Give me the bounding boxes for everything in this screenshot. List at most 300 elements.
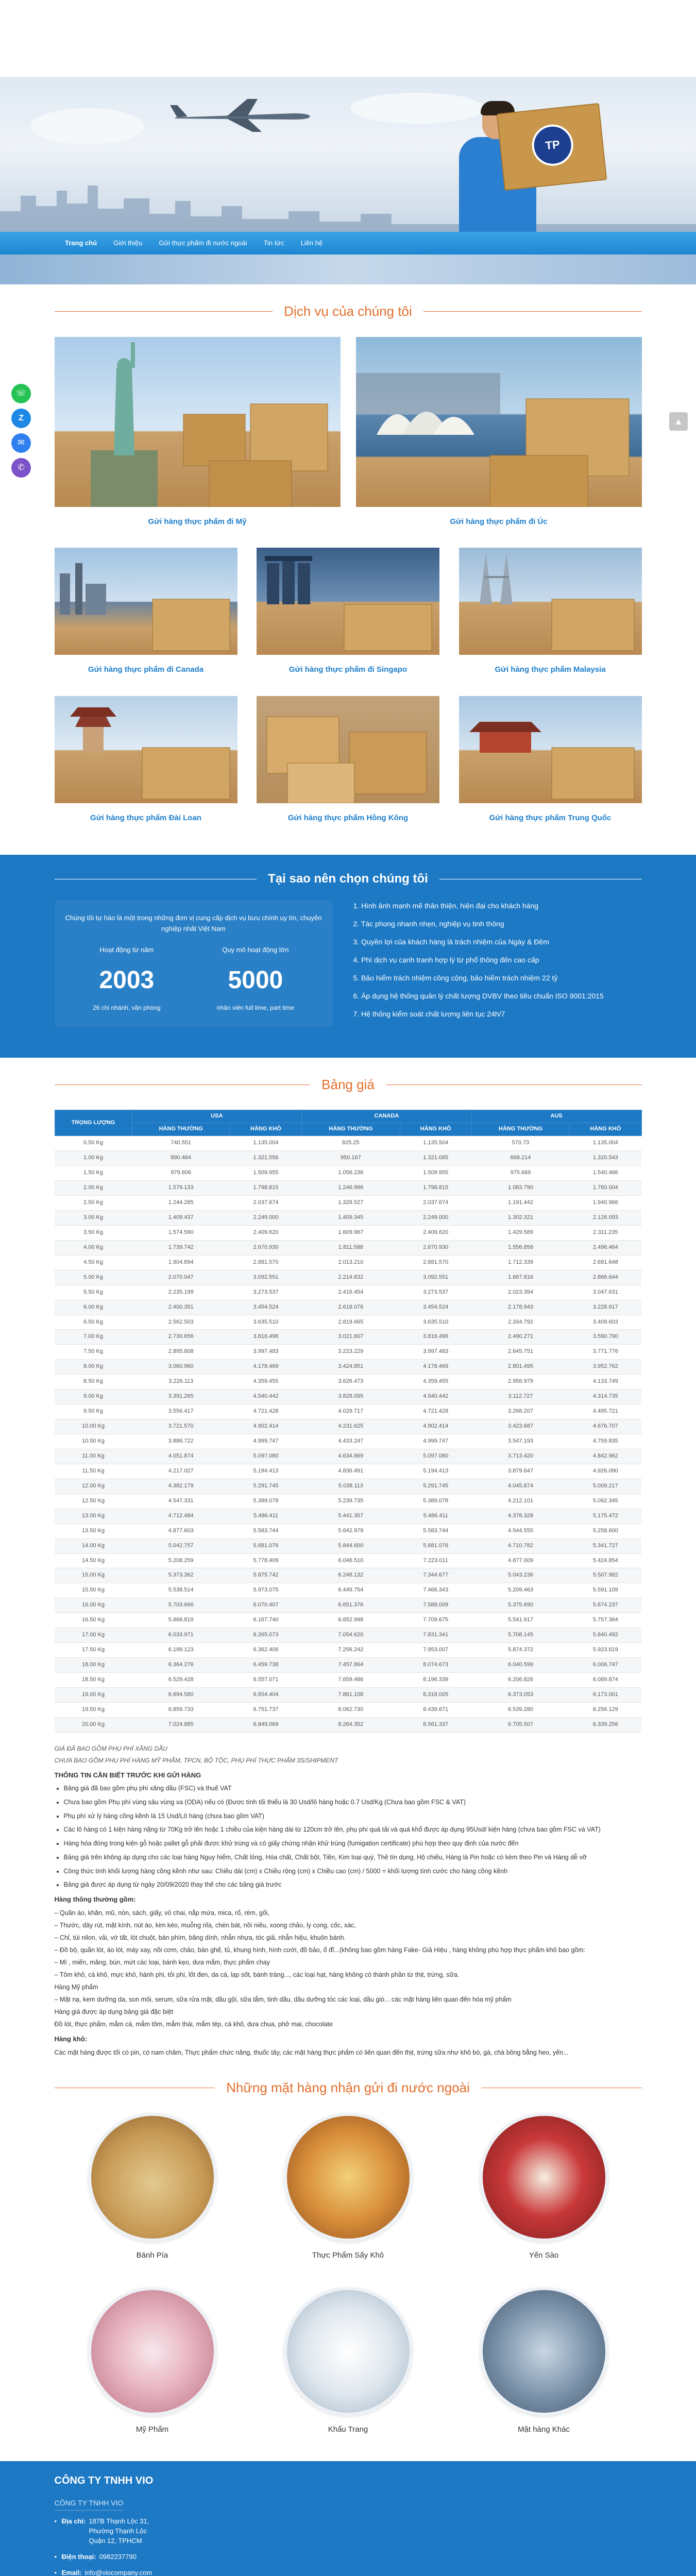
price-value-cell: 4.178.469 [400, 1360, 471, 1375]
normal-goods-line: – Quần áo, khăn, mũ, nón, sách, giấy, vỏ chai, nắp mứa, mica, rổ, rèm, gối, [54, 1909, 269, 1917]
product-bird-nest[interactable] [472, 2113, 616, 2261]
nav-item-home[interactable]: Trang chủ [65, 239, 97, 247]
price-value-cell: 6.859.733 [132, 1702, 230, 1717]
price-value-cell: 3.391.265 [132, 1389, 230, 1404]
price-value-cell: 6.751.737 [230, 1702, 301, 1717]
price-value-cell: 5.681.076 [230, 1538, 301, 1553]
price-value-cell: 4.759.835 [570, 1434, 641, 1449]
product-face-mask[interactable] [276, 2287, 420, 2435]
price-value-cell: 4.836.491 [302, 1464, 400, 1479]
region-header-usa: USA [132, 1110, 302, 1123]
price-value-cell: 7.953.007 [400, 1643, 471, 1658]
price-value-cell: 3.816.496 [400, 1330, 471, 1345]
service-card-hongkong[interactable] [257, 696, 439, 824]
product-dried-food[interactable] [276, 2113, 420, 2261]
normal-goods-line: – Tôm khô, cá khô, mực khô, hành phi, tỏi phi, lốt đen, da cá, lạp sốt, bánh tráng..., các loại hạt, hàng không có thành phần từ thịt, trứng, sữa. [54, 1971, 460, 1978]
price-value-cell: 3.886.722 [132, 1434, 230, 1449]
price-value-cell: 3.828.095 [302, 1389, 400, 1404]
price-value-cell: 8.439.671 [400, 1702, 471, 1717]
bullet-icon: • [54, 2568, 57, 2576]
scroll-top-button[interactable] [669, 412, 688, 431]
messenger-icon[interactable]: ✉ [11, 433, 31, 453]
price-value-cell: 6.167.740 [230, 1613, 301, 1628]
price-value-cell: 4.217.027 [132, 1464, 230, 1479]
price-value-cell: 5.840.492 [570, 1628, 641, 1643]
price-value-cell: 1.574.590 [132, 1225, 230, 1240]
price-weight-cell: 18.00 Kg [55, 1658, 132, 1673]
price-value-cell: 5.923.619 [570, 1643, 641, 1658]
note-item: • Bảng giá được áp dụng từ ngày 20/09/2020 thay thế cho các bảng giá trước [64, 1880, 642, 1890]
price-row [55, 1419, 641, 1434]
price-value-cell: 5.583.744 [400, 1523, 471, 1538]
canada-image [55, 548, 237, 655]
price-row [55, 1553, 641, 1568]
stat-caption: Quy mô hoạt động lớn [222, 946, 289, 954]
price-value-cell: 1.321.556 [230, 1151, 301, 1166]
service-card-malaysia[interactable] [459, 548, 642, 675]
price-value-cell: 8.196.339 [400, 1673, 471, 1688]
price-value-cell: 4.045.874 [471, 1479, 569, 1494]
price-value-cell: 4.029.717 [302, 1404, 400, 1419]
price-row [55, 1702, 641, 1717]
price-value-cell: 4.902.414 [400, 1419, 471, 1434]
price-value-cell: 3.771.776 [570, 1345, 641, 1360]
price-value-cell: 4.999.747 [400, 1434, 471, 1449]
price-value-cell: 1.246.996 [302, 1181, 400, 1196]
price-value-cell: 4.710.782 [471, 1538, 569, 1553]
price-weight-cell: 6.00 Kg [55, 1300, 132, 1315]
normal-goods-line: – Chỉ, túi nilon, vải, vớ tất, lót chuột, bàn phím, băng dính, nhẫn nhựa, tóc giả, nhẫn hiệu, khuôn bánh. [54, 1934, 346, 1941]
price-value-cell: 6.364.276 [132, 1658, 230, 1673]
price-value-cell: 3.060.960 [132, 1360, 230, 1375]
why-stats-panel [55, 901, 333, 1027]
price-row [55, 1494, 641, 1509]
airplane-illustration [170, 98, 314, 134]
price-value-cell: 2.178.943 [471, 1300, 569, 1315]
price-value-cell: 4.212.101 [471, 1494, 569, 1509]
price-value-cell: 5.092.345 [570, 1494, 641, 1509]
reason-item: 4. Phí dịch vụ cạnh tranh hợp lý từ phổ thông đến cao cấp [353, 955, 539, 964]
price-value-cell: 3.454.524 [400, 1300, 471, 1315]
price-value-cell: 2.249.000 [400, 1210, 471, 1225]
service-label[interactable]: Gửi hàng thực phẩm Malaysia [495, 665, 606, 674]
why-choose-us-section [0, 855, 696, 1058]
price-weight-cell: 17.00 Kg [55, 1628, 132, 1643]
price-value-cell: 7.588.009 [400, 1598, 471, 1613]
price-value-cell: 1.135.004 [230, 1136, 301, 1151]
price-value-cell: 3.273.537 [400, 1285, 471, 1300]
footer-phone [55, 2552, 642, 2562]
price-value-cell: 2.881.570 [400, 1255, 471, 1270]
price-value-cell: 2.730.656 [132, 1330, 230, 1345]
price-weight-cell: 15.50 Kg [55, 1583, 132, 1598]
price-value-cell: 6.705.507 [471, 1717, 569, 1732]
price-title: Bảng giá [321, 1076, 375, 1092]
price-value-cell: 7.054.620 [302, 1628, 400, 1643]
price-value-cell: 5.009.217 [570, 1479, 641, 1494]
phone-icon[interactable]: ☏ [11, 384, 31, 403]
price-value-cell: 5.708.145 [471, 1628, 569, 1643]
price-value-cell: 3.626.473 [302, 1375, 400, 1389]
price-value-cell: 3.454.524 [230, 1300, 301, 1315]
price-row [55, 1300, 641, 1315]
nav-item-news[interactable]: Tin tức [263, 239, 284, 247]
price-value-cell: 7.024.885 [132, 1717, 230, 1732]
price-weight-cell: 2.00 Kg [55, 1181, 132, 1196]
region-header-canada: CANADA [302, 1110, 472, 1123]
price-value-cell: 5.868.819 [132, 1613, 230, 1628]
price-value-cell: 4.877.603 [132, 1523, 230, 1538]
price-value-cell: 2.070.047 [132, 1270, 230, 1285]
stat-value: 5000 [228, 967, 283, 994]
sub-header-regular: HÀNG THƯỜNG [302, 1123, 400, 1136]
singapore-image [257, 548, 439, 655]
product-name[interactable]: Mỹ Phẩm [135, 2425, 169, 2434]
price-value-cell: 2.618.076 [302, 1300, 400, 1315]
product-name[interactable]: Yến Sào [529, 2251, 559, 2260]
price-value-cell: 2.801.495 [471, 1360, 569, 1375]
normal-goods-line: – Đồ bộ, quần lót, áo lót, máy xay, nồi cơm, chảo, bàn ghế, tủ, khung hình, hình cưới, đồ bảo, ổ đĩ...(không bao gồm hàng Fake- Giả Hiệu , hàng không phù hợp thực phẩm khô bao gồm: [54, 1946, 586, 1954]
price-weight-cell: 16.00 Kg [55, 1598, 132, 1613]
note-surcharge: CHƯA BAO GỒM PHỤ PHÍ HÀNG MỸ PHẨM, TPCN, BỘ TỘC, PHỤ PHÍ THỰC PHẨM 3S/SHIPMENT [54, 1756, 338, 1764]
dry-goods-text: Các mặt hàng được tối có pin, có nam châm, Thực phẩm chức năng, thuốc tây, các mặt hàng thực phẩm có liên quan đến thịt, trứng sữa như khô bò, gà, chà bông bằng heo, yến... [54, 2048, 569, 2056]
price-weight-cell: 17.50 Kg [55, 1643, 132, 1658]
normal-goods-line: Hàng giá được áp dụng bảng giá đặc biệt [54, 2008, 174, 2015]
price-value-cell: 5.194.413 [230, 1464, 301, 1479]
service-label[interactable]: Gửi hàng thực phẩm đi Úc [450, 517, 548, 526]
service-card-australia[interactable] [356, 337, 642, 528]
shipping-notes [55, 1744, 642, 2058]
price-value-cell: 6.654.404 [230, 1687, 301, 1702]
price-value-cell: 4.999.747 [230, 1434, 301, 1449]
service-label[interactable]: Gửi hàng thực phẩm đi Mỹ [148, 517, 247, 526]
stat-caption: Hoạt động từ năm [99, 946, 154, 954]
price-weight-cell: 13.00 Kg [55, 1509, 132, 1523]
price-value-cell: 4.902.414 [230, 1419, 301, 1434]
service-label[interactable]: Gửi hàng thực phẩm Trung Quốc [489, 814, 612, 823]
price-row [55, 1166, 641, 1181]
products-title: Những mặt hàng nhận gửi đi nước ngoài [226, 2079, 470, 2095]
price-row [55, 1464, 641, 1479]
price-row [55, 1151, 641, 1166]
price-value-cell: 7.831.341 [400, 1628, 471, 1643]
price-value-cell: 5.703.666 [132, 1598, 230, 1613]
price-weight-cell: 4.00 Kg [55, 1240, 132, 1255]
price-value-cell: 2.881.570 [230, 1255, 301, 1270]
price-value-cell: 1.244.285 [132, 1196, 230, 1211]
price-row [55, 1658, 641, 1673]
price-value-cell: 6.265.073 [230, 1628, 301, 1643]
viber-icon[interactable]: ✆ [11, 458, 31, 478]
product-name[interactable]: Thực Phẩm Sấy Khô [312, 2251, 384, 2260]
price-weight-cell: 5.50 Kg [55, 1285, 132, 1300]
service-label[interactable]: Gửi hàng thực phẩm đi Canada [88, 665, 204, 674]
footer-phone-label: Điện thoại: [61, 2552, 96, 2561]
hongkong-image [257, 696, 439, 803]
price-row [55, 1479, 641, 1494]
price-value-cell: 1.940.966 [570, 1196, 641, 1211]
price-row [55, 1375, 641, 1389]
normal-goods-line: Đồ lót, thực phẩm, mắm cá, mắm tôm, mắm thái, mắm tép, cá khô, dưa chua, phở mai, chocolate [54, 2020, 333, 2028]
price-value-cell: 6.089.874 [570, 1673, 641, 1688]
price-row [55, 1270, 641, 1285]
price-row [55, 1434, 641, 1449]
price-row [55, 1225, 641, 1240]
region-header-aus: AUS [471, 1110, 641, 1123]
notes-heading: THÔNG TIN CẦN BIẾT TRƯỚC KHI GỬI HÀNG [54, 1771, 201, 1780]
price-value-cell: 6.373.053 [471, 1687, 569, 1702]
nav-item-about[interactable]: Giới thiệu [113, 239, 143, 247]
price-value-cell: 3.226.113 [132, 1375, 230, 1389]
price-weight-cell: 19.50 Kg [55, 1702, 132, 1717]
price-value-cell: 3.021.607 [302, 1330, 400, 1345]
chevron-up-icon: ▲ [674, 416, 683, 427]
price-weight-cell: 18.50 Kg [55, 1673, 132, 1688]
reason-item: 3. Quyền lợi của khách hàng là trách nhiệm của Ngày & Đêm [353, 937, 549, 946]
price-row [55, 1389, 641, 1404]
price-value-cell: 2.645.751 [471, 1345, 569, 1360]
services-title: Dịch vụ của chúng tôi [284, 303, 412, 319]
service-card-singapore[interactable] [257, 548, 439, 675]
stat-years [93, 945, 160, 1012]
price-value-cell: 8.074.673 [400, 1658, 471, 1673]
service-label[interactable]: Gửi hàng thực phẩm đi Singapo [288, 665, 408, 674]
price-value-cell: 4.540.442 [400, 1389, 471, 1404]
price-value-cell: 2.023.394 [471, 1285, 569, 1300]
price-value-cell: 7.457.864 [302, 1658, 400, 1673]
price-value-cell: 3.409.603 [570, 1315, 641, 1330]
price-value-cell: 6.651.376 [302, 1598, 400, 1613]
product-name[interactable]: Bánh Pía [136, 2251, 168, 2260]
price-value-cell: 5.291.745 [400, 1479, 471, 1494]
price-row [55, 1345, 641, 1360]
price-value-cell: 5.042.757 [132, 1538, 230, 1553]
product-name[interactable]: Khẩu Trang [328, 2425, 368, 2434]
price-value-cell: 1.191.442 [471, 1196, 569, 1211]
price-value-cell: 668.214 [471, 1151, 569, 1166]
price-value-cell: 7.709.675 [400, 1613, 471, 1628]
price-value-cell: 6.070.407 [230, 1598, 301, 1613]
footer [0, 2461, 696, 2576]
hero-banner [0, 77, 696, 232]
price-value-cell: 4.877.009 [471, 1553, 569, 1568]
price-weight-cell: 11.50 Kg [55, 1464, 132, 1479]
price-value-cell: 3.590.790 [570, 1330, 641, 1345]
product-other[interactable] [472, 2287, 616, 2435]
bullet-icon: • [54, 2552, 57, 2561]
price-value-cell: 5.341.727 [570, 1538, 641, 1553]
service-card-china[interactable] [459, 696, 642, 824]
price-row [55, 1196, 641, 1211]
price-value-cell: 3.223.229 [302, 1345, 400, 1360]
dry-goods-heading: Hàng khô: [54, 2035, 88, 2043]
price-value-cell: 570.73 [471, 1136, 569, 1151]
service-card-usa[interactable] [55, 337, 341, 528]
price-value-cell: 5.291.745 [230, 1479, 301, 1494]
price-weight-cell: 10.50 Kg [55, 1434, 132, 1449]
price-value-cell: 1.320.543 [570, 1151, 641, 1166]
china-image [459, 696, 642, 803]
dried-food-image [284, 2113, 413, 2242]
price-value-cell: 2.249.000 [230, 1210, 301, 1225]
footer-email [55, 2568, 642, 2576]
price-value-cell: 6.557.071 [230, 1673, 301, 1688]
price-value-cell: 2.311.235 [570, 1225, 641, 1240]
price-value-cell: 3.635.510 [230, 1315, 301, 1330]
price-value-cell: 7.344.677 [400, 1568, 471, 1583]
price-weight-cell: 14.50 Kg [55, 1553, 132, 1568]
price-value-cell: 890.464 [132, 1151, 230, 1166]
sub-header-dry: HÀNG KHÔ [400, 1123, 471, 1136]
product-cosmetics[interactable] [80, 2287, 225, 2435]
price-value-cell: 5.844.600 [302, 1538, 400, 1553]
main-navigation [0, 232, 696, 255]
price-value-cell: 2.214.832 [302, 1270, 400, 1285]
price-value-cell: 5.424.854 [570, 1553, 641, 1568]
reason-item: 1. Hình ảnh mạnh mẽ thân thiện, hiện đại cho khách hàng [353, 901, 539, 910]
price-value-cell: 6.033.971 [132, 1628, 230, 1643]
note-item: • Hàng hóa đóng trong kiện gỗ hoặc pallet gỗ phải được khử trùng và có giấy chứng nhận khử trùng (fumigation certificate) phù hợp theo quy định của nước đến [64, 1839, 642, 1849]
price-weight-cell: 3.50 Kg [55, 1225, 132, 1240]
services-row-1 [55, 337, 642, 528]
price-value-cell: 6.362.406 [230, 1643, 301, 1658]
price-value-cell: 4.495.721 [570, 1404, 641, 1419]
price-value-cell: 5.486.411 [400, 1509, 471, 1523]
price-value-cell: 2.670.930 [230, 1240, 301, 1255]
price-weight-cell: 15.00 Kg [55, 1568, 132, 1583]
price-weight-cell: 8.00 Kg [55, 1360, 132, 1375]
price-value-cell: 1.811.588 [302, 1240, 400, 1255]
why-title: Tại sao nên chọn chúng tôi [268, 871, 428, 886]
price-value-cell: 5.507.982 [570, 1568, 641, 1583]
price-weight-cell: 16.50 Kg [55, 1613, 132, 1628]
price-value-cell: 2.681.648 [570, 1255, 641, 1270]
statue-of-liberty-image [55, 337, 341, 507]
normal-goods-heading: Hàng thông thường gồm: [54, 1895, 136, 1904]
price-value-cell: 4.433.247 [302, 1434, 400, 1449]
stat-value: 2003 [99, 967, 155, 994]
price-weight-cell: 6.50 Kg [55, 1315, 132, 1330]
price-value-cell: 3.092.551 [400, 1270, 471, 1285]
price-value-cell: 6.006.747 [570, 1658, 641, 1673]
price-value-cell: 1.904.894 [132, 1255, 230, 1270]
malaysia-image [459, 548, 642, 655]
price-value-cell: 2.334.792 [471, 1315, 569, 1330]
sydney-opera-house-image [356, 337, 642, 507]
price-weight-cell: 12.00 Kg [55, 1479, 132, 1494]
price-table-wrapper [55, 1110, 642, 1732]
price-value-cell: 5.208.259 [132, 1553, 230, 1568]
price-value-cell: 6.459.738 [230, 1658, 301, 1673]
zalo-icon[interactable]: Z [11, 409, 31, 428]
price-value-cell: 2.819.665 [302, 1315, 400, 1330]
price-value-cell: 5.239.735 [302, 1494, 400, 1509]
price-value-cell: 3.997.483 [400, 1345, 471, 1360]
price-value-cell: 5.874.372 [471, 1643, 569, 1658]
price-weight-cell: 11.00 Kg [55, 1449, 132, 1464]
footer-email-label: Email: [61, 2568, 82, 2576]
price-value-cell: 1.798.815 [400, 1181, 471, 1196]
reason-item: 6. Áp dụng hệ thống quản lý chất lượng DVBV theo tiêu chuẩn ISO 9001:2015 [353, 991, 604, 1000]
service-card-canada[interactable] [55, 548, 237, 675]
price-value-cell: 7.223.011 [400, 1553, 471, 1568]
service-label[interactable]: Gửi hàng thực phẩm Hồng Kông [287, 814, 409, 823]
sub-header-regular: HÀNG THƯỜNG [132, 1123, 230, 1136]
price-value-cell: 4.721.428 [230, 1404, 301, 1419]
footer-company[interactable]: CÔNG TY TNHH VIO [55, 2498, 124, 2511]
product-name[interactable]: Mặt hàng Khác [518, 2425, 570, 2434]
note-item: • Chưa bao gồm Phụ phí vùng sâu vùng xa (ODA) nếu có (Được tính tối thiểu là 30 Usd/lô hàng hoặc 0.7 Usd/Kg (Chưa bao gồm FSC & VAT) [64, 1798, 642, 1807]
why-heading [55, 870, 642, 888]
delivery-man-illustration [438, 88, 603, 232]
footer-address-label: Địa chỉ: [61, 2517, 86, 2526]
price-row [55, 1315, 641, 1330]
price-value-cell: 3.424.851 [302, 1360, 400, 1375]
price-value-cell: 3.721.570 [132, 1419, 230, 1434]
price-value-cell: 8.062.730 [302, 1702, 400, 1717]
price-value-cell: 2.670.930 [400, 1240, 471, 1255]
price-row [55, 1568, 641, 1583]
price-value-cell: 6.046.510 [302, 1553, 400, 1568]
service-card-taiwan[interactable] [55, 696, 237, 824]
reason-item: 2. Tác phong nhanh nhẹn, nghiệp vụ tinh thông [353, 919, 504, 928]
notes-list [55, 1784, 642, 1890]
price-value-cell: 3.268.207 [471, 1404, 569, 1419]
price-value-cell: 2.037.674 [400, 1196, 471, 1211]
normal-goods-line: Hàng Mỹ phẩm [54, 1983, 98, 1991]
price-value-cell: 4.378.328 [471, 1509, 569, 1523]
footer-email-value[interactable]: info@viocompany.com [84, 2568, 152, 2576]
price-weight-cell: 19.00 Kg [55, 1687, 132, 1702]
note-item: • Phụ phí xử lý hàng cồng kềnh là 15 Usd/Lô hàng (chưa bao gồm VAT) [64, 1811, 642, 1821]
price-row [55, 1687, 641, 1702]
price-value-cell: 6.173.001 [570, 1687, 641, 1702]
price-value-cell: 8.561.337 [400, 1717, 471, 1732]
price-value-cell: 4.314.735 [570, 1389, 641, 1404]
footer-phone-value[interactable]: 0982237790 [99, 2552, 137, 2561]
price-value-cell: 6.529.428 [132, 1673, 230, 1688]
price-weight-cell: 0.50 Kg [55, 1136, 132, 1151]
price-value-cell: 5.043.236 [471, 1568, 569, 1583]
price-value-cell: 2.013.210 [302, 1255, 400, 1270]
price-value-cell: 4.634.869 [302, 1449, 400, 1464]
price-value-cell: 8.264.352 [302, 1717, 400, 1732]
price-row [55, 1330, 641, 1345]
stat-sub: 26 chi nhánh, văn phòng [93, 1004, 161, 1011]
price-value-cell: 2.496.464 [570, 1240, 641, 1255]
price-value-cell: 4.544.555 [471, 1523, 569, 1538]
price-row [55, 1673, 641, 1688]
price-value-cell: 6.339.256 [570, 1717, 641, 1732]
price-row [55, 1717, 641, 1732]
price-value-cell: 5.778.409 [230, 1553, 301, 1568]
price-value-cell: 825.25 [302, 1136, 400, 1151]
price-weight-cell: 8.50 Kg [55, 1375, 132, 1389]
reason-item: 7. Hệ thống kiểm soát chất lượng liên tục 24h/7 [353, 1009, 505, 1018]
price-value-cell: 3.547.193 [471, 1434, 569, 1449]
service-label[interactable]: Gửi hàng thực phẩm Đài Loan [90, 814, 201, 823]
price-value-cell: 2.562.503 [132, 1315, 230, 1330]
price-weight-cell: 1.50 Kg [55, 1166, 132, 1181]
price-weight-cell: 10.00 Kg [55, 1419, 132, 1434]
product-banh-pia[interactable] [80, 2113, 225, 2261]
price-value-cell: 6.206.826 [471, 1673, 569, 1688]
price-value-cell: 5.038.113 [302, 1479, 400, 1494]
nav-item-contact[interactable]: Liên hệ [300, 239, 323, 247]
price-value-cell: 4.178.469 [230, 1360, 301, 1375]
nav-item-food-shipping[interactable]: Gửi thực phẩm đi nước ngoài [159, 239, 247, 247]
price-value-cell: 7.256.242 [302, 1643, 400, 1658]
